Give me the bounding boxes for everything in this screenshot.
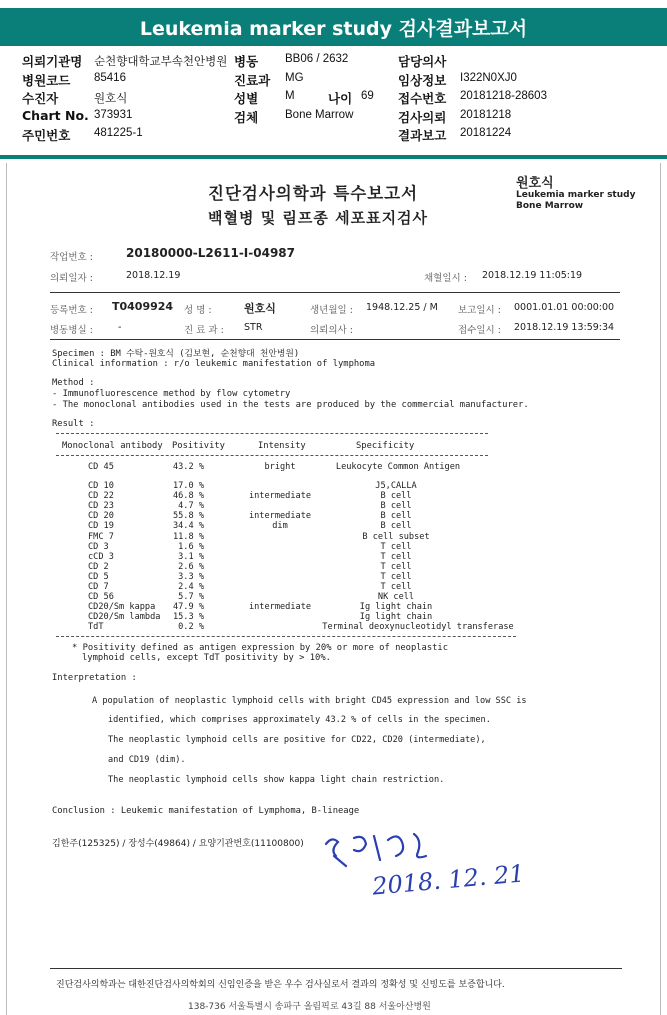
age-value: 69	[361, 90, 374, 102]
antibody-cell: CD20/Sm lambda	[88, 612, 161, 623]
antibody-cell: CD 19	[88, 521, 114, 532]
antibody-cell: CD 22	[88, 491, 114, 502]
positivity-cell: 5.7 %	[178, 592, 204, 603]
chart-value: 373931	[94, 108, 133, 121]
col-specificity: Specificity	[356, 441, 415, 451]
specificity-cell: T cell	[380, 541, 412, 552]
specificity-cell: B cell	[380, 511, 412, 522]
accept-time: 2018.12.19 13:59:34	[514, 322, 615, 333]
request-value: 20181218	[460, 108, 512, 121]
intensity-cell: dim	[272, 521, 288, 532]
result-label: Result :	[52, 419, 95, 429]
patient-label: 수진자	[22, 91, 59, 106]
chart-label: Chart No.	[22, 107, 89, 123]
positivity-cell: 11.8 %	[172, 531, 204, 542]
work-no: 20180000-L2611-I-04987	[126, 246, 295, 260]
antibody-cell: CD 5	[88, 571, 109, 582]
specificity-cell: NK cell	[377, 592, 415, 603]
specimen-value: Bone Marrow	[285, 108, 354, 121]
specificity-cell: T cell	[380, 551, 412, 562]
positivity-cell: 47.9 %	[172, 602, 204, 613]
col-positivity: Positivity	[172, 441, 225, 451]
doctor-label: 담당의사	[398, 54, 447, 69]
accept-label: 접수일시 :	[458, 325, 501, 336]
antibody-cell: CD 3	[88, 541, 109, 552]
report-subheading: 백혈병 및 림프종 세포표지검사	[208, 209, 429, 227]
conclusion: Conclusion : Leukemic manifestation of Lymphoma, B-lineage	[52, 806, 360, 816]
doc-dept: STR	[244, 322, 263, 333]
rule	[56, 433, 488, 434]
footer-address: 138-736 서울특별시 송파구 올림픽로 43길 88 서울아산병원	[188, 1002, 431, 1012]
dept-value: MG	[285, 71, 304, 84]
specificity-cell: J5,CALLA	[375, 481, 417, 491]
collect-time: 2018.12.19 11:05:19	[482, 270, 583, 281]
rule	[50, 292, 620, 293]
work-no-label: 작업번호 :	[50, 252, 93, 263]
sex-label: 성별	[234, 91, 259, 106]
specificity-cell: Ig light chain	[359, 612, 433, 623]
ward-value: BB06 / 2632	[285, 53, 349, 65]
antibody-cell: CD 23	[88, 501, 114, 512]
id-value: 481225-1	[94, 127, 143, 139]
interpretation-label: Interpretation :	[52, 673, 137, 683]
request-label: 검사의뢰	[398, 109, 447, 125]
antibody-cell: CD 10	[88, 481, 114, 491]
specificity-cell: B cell subset	[362, 531, 430, 542]
antibody-cell: CD 45	[88, 462, 114, 472]
col-antibody: Monoclonal antibody	[62, 441, 163, 451]
specificity-cell: T cell	[380, 561, 412, 572]
footer-notice: 진단검사의학과는 대한진단검사의학회의 신임인증을 받은 우수 검사실로서 결과의 정확성 및 신빙도를 보증합니다.	[56, 980, 505, 990]
positivity-cell: 0.2 %	[178, 622, 204, 633]
positivity-note-1: * Positivity defined as antigen expression by 20% or more of neoplastic	[72, 643, 449, 653]
interpretation-line-4: and CD19 (dim).	[108, 755, 186, 765]
col-intensity: Intensity	[258, 441, 306, 451]
specificity-cell: Terminal deoxynucleotidyl transferase	[322, 622, 514, 633]
rule	[50, 968, 622, 969]
interpretation-line-3: The neoplastic lymphoid cells are positive for CD22, CD20 (intermediate),	[108, 735, 486, 745]
age-label: 나이	[328, 91, 353, 106]
rule	[56, 636, 516, 637]
physician-label: 의뢰의사 :	[310, 325, 353, 336]
positivity-cell: 2.6 %	[178, 561, 204, 572]
specificity-cell: T cell	[380, 582, 412, 592]
patient-value: 원호식	[94, 93, 128, 105]
receipt-value: 20181218-28603	[460, 90, 547, 102]
positivity-cell: 43.2 %	[172, 462, 204, 472]
specificity-cell: T cell	[380, 571, 412, 582]
antibody-cell: CD 7	[88, 582, 109, 592]
specificity-cell: B cell	[380, 521, 412, 532]
report-label: 결과보고	[398, 128, 447, 143]
method-line-2: - The monoclonal antibodies used in the tests are produced by the commercial manufacturer.	[52, 400, 529, 410]
interpretation-line-5: The neoplastic lymphoid cells show kappa light chain restriction.	[108, 775, 445, 785]
antibody-cell: TdT	[88, 622, 104, 633]
collect-label: 채혈일시 :	[424, 273, 467, 284]
rule	[56, 455, 488, 456]
reg-no: T0409924	[112, 300, 174, 313]
intensity-cell: intermediate	[248, 511, 312, 522]
ward-room-label: 병동병실 :	[50, 325, 93, 336]
dept-label: 진료과	[234, 72, 271, 88]
name-label: 성 명 :	[184, 305, 212, 316]
positivity-note-2: lymphoid cells, except TdT positivity by > 10%.	[82, 653, 331, 663]
hospital-label: 의뢰기관명	[22, 54, 83, 69]
req-date: 2018.12.19	[126, 270, 181, 281]
id-label: 주민번호	[22, 128, 71, 143]
positivity-cell: 46.8 %	[172, 491, 204, 502]
antibody-cell: cCD 3	[88, 551, 114, 562]
signers: 김한주(125325) / 장성수(49864) / 요양기관번호(11100800)	[52, 839, 304, 849]
positivity-cell: 4.7 %	[178, 501, 204, 512]
positivity-cell: 34.4 %	[172, 521, 204, 532]
specimen-line: Specimen : BM 수탁-원호식 (김보현, 순천향대 천안병원)	[52, 349, 300, 359]
sex-value: M	[285, 90, 295, 102]
antibody-cell: CD20/Sm kappa	[88, 602, 156, 613]
hospital-value: 순천향대학교부속천안병원	[94, 56, 228, 68]
rule	[50, 339, 620, 340]
interpretation-line-2: identified, which comprises approximately 43.2 % of cells in the specimen.	[108, 715, 491, 725]
antibody-cell: CD 20	[88, 511, 114, 522]
clinical-value: I322N0XJ0	[460, 71, 517, 84]
positivity-cell: 3.3 %	[178, 571, 204, 582]
report-heading: 진단검사의학과 특수보고서	[208, 184, 419, 203]
antibody-cell: CD 2	[88, 561, 109, 572]
positivity-cell: 17.0 %	[172, 481, 204, 491]
intensity-cell: bright	[264, 462, 296, 472]
corner-patient-name: 원호식	[516, 176, 554, 191]
corner-specimen: Bone Marrow	[516, 201, 584, 211]
dob: 1948.12.25 / M	[366, 302, 438, 313]
clinical-line: Clinical information : r/o leukemic manifestation of lymphoma	[52, 359, 376, 369]
positivity-cell: 55.8 %	[172, 511, 204, 522]
report-value: 20181224	[460, 127, 512, 139]
code-label: 병원코드	[22, 72, 71, 88]
report-date: 0001.01.01 00:00:00	[514, 302, 615, 313]
antibody-cell: CD 56	[88, 592, 114, 603]
positivity-cell: 15.3 %	[172, 612, 204, 623]
req-date-label: 의뢰일자 :	[50, 273, 93, 284]
specificity-cell: Ig light chain	[359, 602, 433, 613]
reg-label: 등록번호 :	[50, 305, 93, 316]
dob-label: 생년월일 :	[310, 305, 353, 316]
method-line-1: - Immunofluorescence method by flow cytometry	[52, 389, 291, 399]
specificity-cell: B cell	[380, 501, 412, 512]
receipt-label: 접수번호	[398, 91, 447, 106]
intensity-cell: intermediate	[248, 491, 312, 502]
positivity-cell: 1.6 %	[178, 541, 204, 552]
corner-test-name: Leukemia marker study	[516, 190, 636, 200]
code-value: 85416	[94, 71, 126, 84]
clinical-label: 임상정보	[398, 72, 447, 88]
interpretation-line-1: A population of neoplastic lymphoid cells with bright CD45 expression and low SSC is	[92, 696, 527, 706]
patient-name: 원호식	[244, 302, 276, 315]
handwritten-date: 2018. 12. 21	[371, 859, 526, 901]
positivity-cell: 3.1 %	[178, 551, 204, 562]
doc-dept-label: 진 료 과 :	[184, 325, 224, 336]
specimen-label: 검체	[234, 109, 259, 125]
ward-label: 병동	[234, 54, 259, 69]
specificity-cell: Leukocyte Common Antigen	[335, 462, 461, 472]
positivity-cell: 2.4 %	[178, 582, 204, 592]
antibody-cell: FMC 7	[88, 531, 114, 542]
intensity-cell: intermediate	[248, 602, 312, 613]
report-date-label: 보고일시 :	[458, 305, 501, 316]
report-title: Leukemia marker study 검사결과보고서	[0, 8, 667, 46]
method-label: Method :	[52, 378, 95, 388]
ward-room: -	[118, 322, 122, 333]
specificity-cell: B cell	[380, 491, 412, 502]
